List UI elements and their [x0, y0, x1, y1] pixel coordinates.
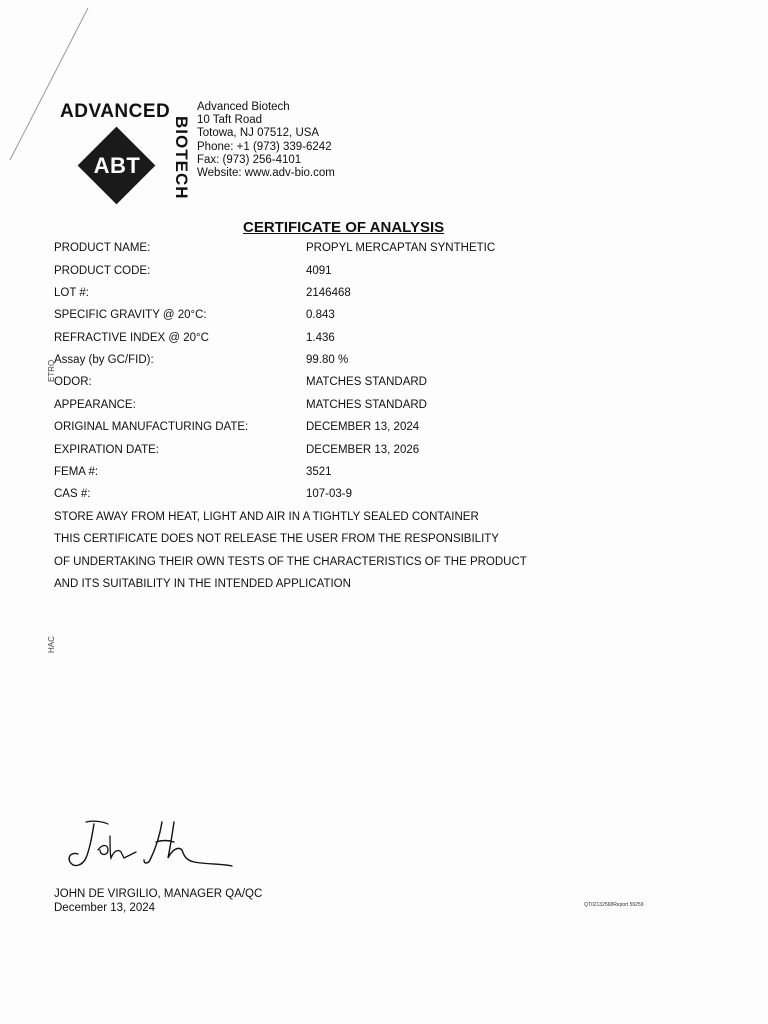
- field-label: Assay (by GC/FID):: [54, 354, 154, 366]
- field-value: MATCHES STANDARD: [306, 376, 427, 388]
- company-fax: Fax: (973) 256-4101: [197, 153, 302, 166]
- disclaimer-line-3: AND ITS SUITABILITY IN THE INTENDED APPLICATION: [54, 578, 351, 590]
- logo-monogram: ABT: [93, 153, 141, 178]
- field-value: PROPYL MERCAPTAN SYNTHETIC: [306, 242, 496, 254]
- handwritten-signature: [64, 816, 238, 876]
- company-phone: Phone: +1 (973) 339-6242: [197, 140, 332, 153]
- field-value: MATCHES STANDARD: [306, 399, 427, 411]
- field-row-lot: [54, 287, 694, 303]
- field-label: EXPIRATION DATE:: [54, 444, 160, 456]
- disclaimer-line-1: THIS CERTIFICATE DOES NOT RELEASE THE USER FROM THE RESPONSIBILITY: [54, 533, 499, 545]
- margin-mark: HAC: [47, 636, 56, 653]
- field-value: 2146468: [306, 287, 351, 299]
- field-value: 4091: [306, 265, 332, 277]
- field-row-refractive-index: [54, 332, 694, 348]
- signed-date: December 13, 2024: [54, 902, 156, 914]
- field-row-odor: [54, 376, 694, 392]
- field-label: SPECIFIC GRAVITY @ 20°C:: [54, 309, 207, 321]
- field-label: PRODUCT CODE:: [54, 265, 151, 277]
- company-address-block: [197, 101, 335, 180]
- field-row-cas: [54, 488, 694, 504]
- field-value: 0.843: [306, 309, 335, 321]
- field-label: LOT #:: [54, 287, 89, 299]
- field-row-product-code: [54, 265, 694, 281]
- field-value: DECEMBER 13, 2026: [306, 444, 420, 456]
- field-label: CAS #:: [54, 488, 91, 500]
- report-reference: QT02132568Report 59259: [584, 902, 644, 908]
- company-street: 10 Taft Road: [197, 114, 263, 127]
- field-label: ORIGINAL MANUFACTURING DATE:: [54, 421, 249, 433]
- signer-name: JOHN DE VIRGILIO, MANAGER QA/QC: [54, 888, 263, 900]
- signer-block: [54, 887, 262, 915]
- disclaimer-line-2: OF UNDERTAKING THEIR OWN TESTS OF THE CHARACTERISTICS OF THE PRODUCT: [54, 556, 527, 568]
- logo-word-advanced: ADVANCED: [60, 101, 171, 122]
- logo-word-biotech: BIOTECH: [172, 116, 191, 200]
- storage-note: STORE AWAY FROM HEAT, LIGHT AND AIR IN A TIGHTLY SEALED CONTAINER: [54, 511, 479, 523]
- company-city: Totowa, NJ 07512, USA: [197, 127, 320, 140]
- field-value: DECEMBER 13, 2024: [306, 421, 420, 433]
- document-title: CERTIFICATE OF ANALYSIS: [243, 219, 445, 236]
- field-value: 99.80 %: [306, 354, 349, 366]
- field-label: ODOR:: [54, 376, 92, 388]
- field-value: 1.436: [306, 332, 335, 344]
- field-row-appearance: [54, 399, 694, 415]
- field-label: PRODUCT NAME:: [54, 242, 151, 254]
- field-row-fema: [54, 466, 694, 482]
- margin-mark: ETRO: [47, 359, 56, 382]
- field-label: APPEARANCE:: [54, 399, 136, 411]
- field-row-product-name: [54, 242, 694, 258]
- field-row-manufacturing-date: [54, 421, 694, 437]
- company-name: Advanced Biotech: [197, 101, 290, 113]
- field-value: 107-03-9: [306, 488, 353, 500]
- field-label: REFRACTIVE INDEX @ 20°C: [54, 332, 209, 344]
- field-value: 3521: [306, 466, 332, 478]
- field-row-assay: [54, 354, 694, 370]
- company-website: Website: www.adv-bio.com: [197, 167, 335, 180]
- field-row-specific-gravity: [54, 309, 694, 325]
- field-label: FEMA #:: [54, 466, 99, 478]
- field-row-expiration-date: [54, 444, 694, 460]
- logo-diamond: [78, 127, 156, 205]
